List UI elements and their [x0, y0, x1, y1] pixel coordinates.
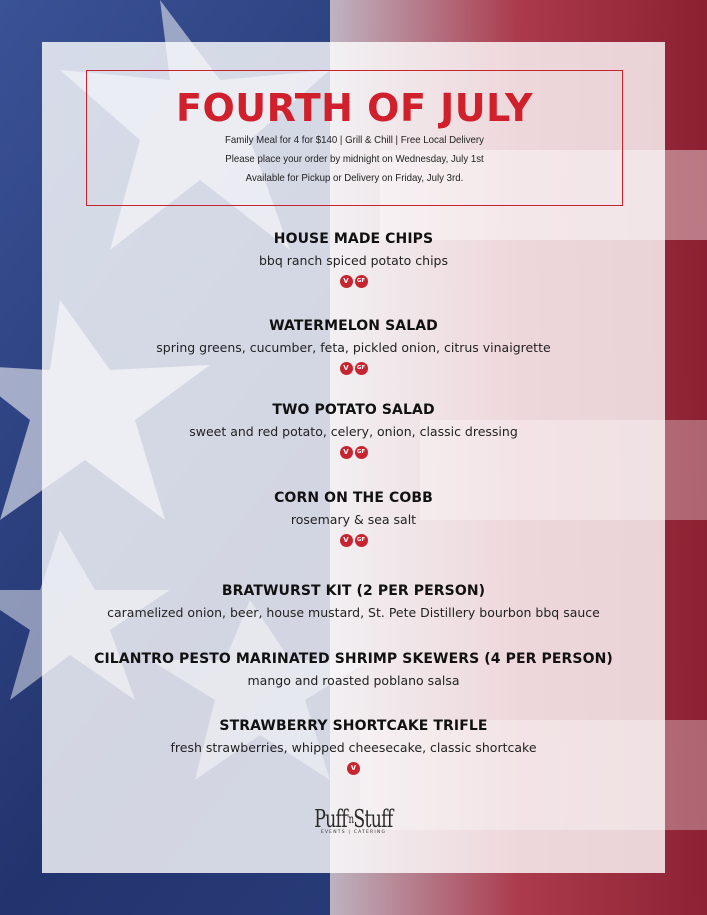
menu-item-name: WATERMELON SALAD	[269, 318, 438, 334]
header-line-pickup: Available for Pickup or Delivery on Friday, July 3rd.	[245, 172, 464, 184]
menu-item-watermelon-salad	[42, 317, 665, 376]
header-box	[86, 70, 623, 206]
menu-item-description: sweet and red potato, celery, onion, classic dressing	[189, 424, 518, 439]
logo-tagline: EVENTS | CATERING	[320, 830, 387, 835]
menu-item-shrimp-skewers	[42, 650, 665, 689]
puff-n-stuff-logo	[42, 806, 665, 835]
menu-item-description: rosemary & sea salt	[290, 512, 417, 527]
vegetarian-badge: V	[340, 362, 353, 375]
diet-badges	[42, 446, 665, 460]
vegetarian-badge: V	[340, 275, 353, 288]
gluten-free-badge: GF	[355, 446, 368, 459]
page-title: FOURTH OF JULY	[176, 86, 533, 130]
vegetarian-badge: V	[340, 446, 353, 459]
diet-badges	[42, 534, 665, 548]
menu-item-name: STRAWBERRY SHORTCAKE TRIFLE	[219, 718, 488, 734]
logo-text-stuff: Stuff	[353, 805, 393, 833]
menu-item-name: BRATWURST KIT (2 PER PERSON)	[221, 583, 486, 599]
menu-item-name: HOUSE MADE CHIPS	[273, 231, 434, 247]
gluten-free-badge: GF	[355, 534, 368, 547]
menu-item-strawberry-shortcake-trifle	[42, 717, 665, 776]
header-line-deadline: Please place your order by midnight on Wednesday, July 1st	[225, 153, 484, 165]
diet-badges	[42, 275, 665, 289]
menu-item-description: mango and roasted poblano salsa	[247, 673, 460, 688]
logo-text-puff: Puff	[314, 805, 348, 833]
menu-item-name: TWO POTATO SALAD	[272, 402, 435, 418]
menu-item-name: CORN ON THE COBB	[274, 490, 433, 506]
menu-item-house-made-chips	[42, 230, 665, 289]
vegetarian-badge: V	[347, 762, 360, 775]
menu-item-two-potato-salad	[42, 401, 665, 460]
menu-item-name: CILANTRO PESTO MARINATED SHRIMP SKEWERS (4 PER PERSON)	[94, 651, 613, 667]
logo-wordmark	[314, 806, 392, 832]
logo-text-n: 'n	[347, 812, 354, 826]
menu-item-corn-on-the-cobb	[42, 489, 665, 548]
gluten-free-badge: GF	[355, 362, 368, 375]
vegetarian-badge: V	[340, 534, 353, 547]
menu-item-description: spring greens, cucumber, feta, pickled onion, citrus vinaigrette	[156, 340, 551, 355]
menu-item-description: bbq ranch spiced potato chips	[258, 253, 449, 268]
diet-badges	[42, 762, 665, 776]
menu-item-description: fresh strawberries, whipped cheesecake, classic shortcake	[170, 740, 537, 755]
menu-card	[42, 42, 665, 873]
menu-item-bratwurst-kit	[42, 582, 665, 621]
gluten-free-badge: GF	[355, 275, 368, 288]
menu-item-description: caramelized onion, beer, house mustard, St. Pete Distillery bourbon bbq sauce	[107, 605, 600, 620]
header-line-offer: Family Meal for 4 for $140 | Grill & Chill | Free Local Delivery	[225, 134, 484, 146]
diet-badges	[42, 362, 665, 376]
